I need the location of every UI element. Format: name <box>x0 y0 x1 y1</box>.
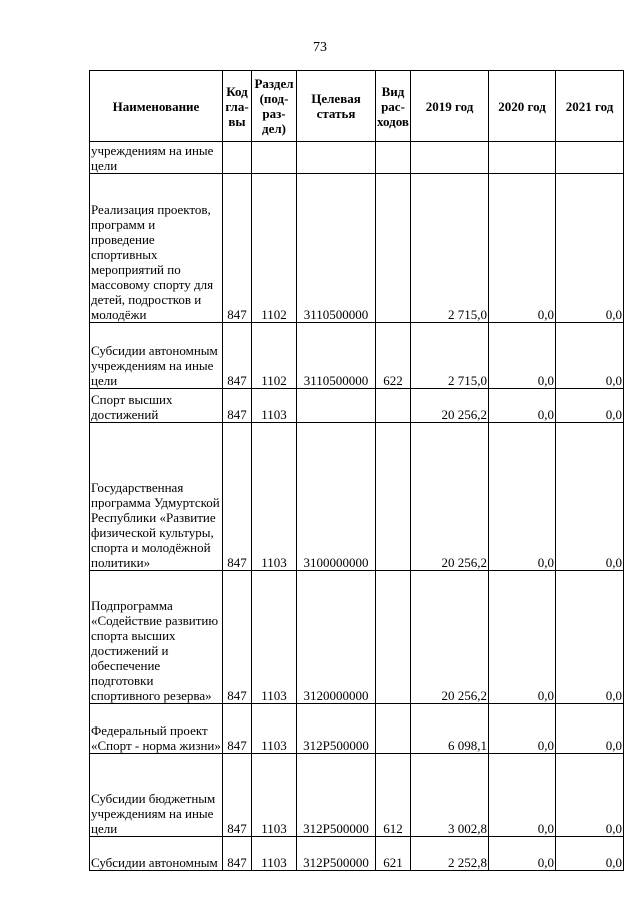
cell-2019: 6 098,1 <box>411 704 489 754</box>
cell-2019: 3 002,8 <box>411 754 489 837</box>
cell-target <box>297 142 376 174</box>
cell-2021: 0,0 <box>556 174 624 323</box>
cell-expense <box>376 704 411 754</box>
cell-name: Федеральный проект «Спорт - норма жизни» <box>90 704 223 754</box>
cell-section: 1103 <box>252 754 297 837</box>
cell-2019: 20 256,2 <box>411 389 489 423</box>
table-row <box>90 754 624 837</box>
cell-expense <box>376 571 411 704</box>
cell-2021: 0,0 <box>556 571 624 704</box>
header-section: Раздел (под-раз-дел) <box>252 71 297 142</box>
header-2020: 2020 год <box>489 71 556 142</box>
cell-code: 847 <box>223 389 252 423</box>
cell-expense <box>376 389 411 423</box>
cell-2020: 0,0 <box>489 571 556 704</box>
cell-2020: 0,0 <box>489 704 556 754</box>
cell-expense <box>376 423 411 571</box>
cell-section <box>252 142 297 174</box>
cell-name: Реализация проектов, программ и проведение спортивных мероприятий по массовому спорту для детей, подростков и молодёжи <box>90 174 223 323</box>
cell-target <box>297 389 376 423</box>
cell-2021: 0,0 <box>556 837 624 871</box>
cell-name: Подпрограмма «Содействие развитию спорта высших достижений и обеспечение подготовки спортивного резерва» <box>90 571 223 704</box>
cell-2021 <box>556 142 624 174</box>
cell-code: 847 <box>223 754 252 837</box>
cell-2019: 2 715,0 <box>411 323 489 389</box>
cell-code: 847 <box>223 571 252 704</box>
cell-name: Субсидии бюджетным учреждениям на иные цели <box>90 754 223 837</box>
header-code: Код гла-вы <box>223 71 252 142</box>
cell-section: 1103 <box>252 389 297 423</box>
table-row <box>90 389 624 423</box>
cell-name: Государственная программа Удмуртской Республики «Развитие физической культуры, спорта и молодёжной политики» <box>90 423 223 571</box>
cell-2021: 0,0 <box>556 323 624 389</box>
cell-expense: 612 <box>376 754 411 837</box>
cell-2020: 0,0 <box>489 754 556 837</box>
cell-2020: 0,0 <box>489 423 556 571</box>
cell-target: 312P500000 <box>297 704 376 754</box>
cell-code: 847 <box>223 837 252 871</box>
cell-section: 1103 <box>252 837 297 871</box>
cell-name: Субсидии автономным учреждениям на иные цели <box>90 323 223 389</box>
table-row <box>90 142 624 174</box>
cell-code <box>223 142 252 174</box>
table-row <box>90 704 624 754</box>
cell-target: 3120000000 <box>297 571 376 704</box>
table-row <box>90 423 624 571</box>
cell-code: 847 <box>223 423 252 571</box>
cell-section: 1103 <box>252 423 297 571</box>
cell-expense: 622 <box>376 323 411 389</box>
cell-2019: 2 252,8 <box>411 837 489 871</box>
cell-section: 1103 <box>252 704 297 754</box>
cell-code: 847 <box>223 704 252 754</box>
cell-name: Спорт высших достижений <box>90 389 223 423</box>
cell-target: 3110500000 <box>297 323 376 389</box>
cell-2020: 0,0 <box>489 389 556 423</box>
cell-target: 3100000000 <box>297 423 376 571</box>
cell-section: 1102 <box>252 323 297 389</box>
header-2021: 2021 год <box>556 71 624 142</box>
cell-2021: 0,0 <box>556 423 624 571</box>
cell-2020: 0,0 <box>489 174 556 323</box>
cell-2020 <box>489 142 556 174</box>
cell-2019: 20 256,2 <box>411 423 489 571</box>
cell-2020: 0,0 <box>489 323 556 389</box>
cell-2020: 0,0 <box>489 837 556 871</box>
table-row <box>90 571 624 704</box>
cell-code: 847 <box>223 323 252 389</box>
header-2019: 2019 год <box>411 71 489 142</box>
cell-2019: 20 256,2 <box>411 571 489 704</box>
cell-2021: 0,0 <box>556 389 624 423</box>
table-header-row <box>90 71 624 142</box>
cell-2019 <box>411 142 489 174</box>
header-expense: Вид рас-ходов <box>376 71 411 142</box>
cell-section: 1103 <box>252 571 297 704</box>
cell-2021: 0,0 <box>556 704 624 754</box>
cell-target: 312P500000 <box>297 837 376 871</box>
cell-target: 312P500000 <box>297 754 376 837</box>
header-name: Наименование <box>90 71 223 142</box>
cell-expense <box>376 174 411 323</box>
header-target: Целевая статья <box>297 71 376 142</box>
table-row <box>90 837 624 871</box>
page-number: 73 <box>313 40 327 55</box>
cell-section: 1102 <box>252 174 297 323</box>
cell-target: 3110500000 <box>297 174 376 323</box>
cell-expense <box>376 142 411 174</box>
budget-table <box>89 70 624 871</box>
cell-name: учреждениям на иные цели <box>90 142 223 174</box>
table-row <box>90 323 624 389</box>
cell-name: Субсидии автономным <box>90 837 223 871</box>
cell-expense: 621 <box>376 837 411 871</box>
table-row <box>90 174 624 323</box>
cell-2021: 0,0 <box>556 754 624 837</box>
cell-code: 847 <box>223 174 252 323</box>
cell-2019: 2 715,0 <box>411 174 489 323</box>
